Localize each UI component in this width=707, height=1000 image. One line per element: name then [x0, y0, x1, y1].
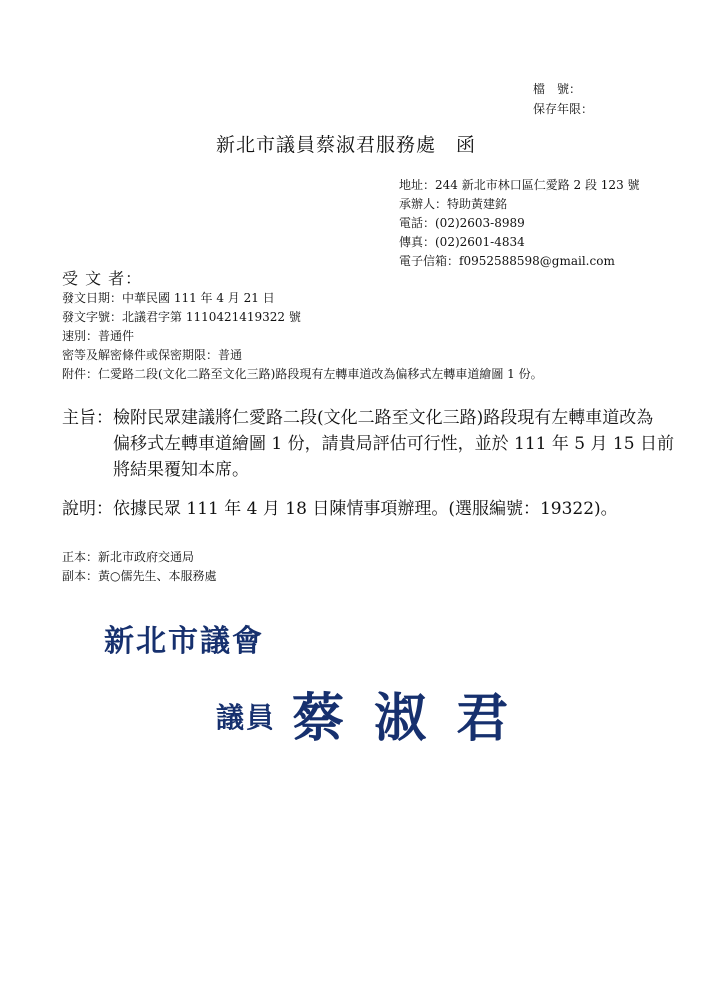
member-role-stamp: 議員	[216, 701, 277, 734]
contact-phone: 電話：(02)2603-8989	[399, 216, 525, 230]
contact-fax: 傳真：(02)2601-4834	[399, 235, 525, 249]
retention-period-label: 保存年限：	[533, 102, 594, 116]
contact-handler: 承辦人：特助黃建銘	[399, 197, 508, 211]
contact-address: 地址：244 新北市林口區仁愛路 2 段 123 號	[399, 178, 640, 192]
copy-recipients: 副本：黃○儒先生、本服務處	[62, 569, 217, 583]
original-recipient: 正本：新北市政府交通局	[62, 550, 195, 564]
file-number-label: 檔 號：	[533, 82, 582, 96]
contact-email: 電子信箱：f0952588598@gmail.com	[399, 254, 615, 268]
recipient-label: 受 文 者：	[62, 269, 143, 288]
council-stamp: 新北市議會	[104, 624, 264, 659]
secrecy-level: 密等及解密條件或保密期限：普通	[62, 348, 243, 362]
subject-line-3: 將結果覆知本席。	[113, 460, 249, 480]
issue-date: 發文日期：中華民國 111 年 4 月 21 日	[62, 291, 275, 305]
delivery-speed: 速別：普通件	[62, 329, 135, 343]
attachment-line: 附件：仁愛路二段(文化二路至文化三路)路段現有左轉車道改為偏移式左轉車道繪圖 1 份。	[62, 367, 543, 381]
document-number: 發文字號：北議君字第 1110421419322 號	[62, 310, 301, 324]
member-name-stamp: 蔡 淑 君	[292, 688, 515, 749]
subject-line-2: 偏移式左轉車道繪圖 1 份，請貴局評估可行性，並於 111 年 5 月 15 日前	[113, 434, 674, 454]
explanation-line: 說明：依據民眾 111 年 4 月 18 日陳情事項辦理。(選服編號：19322)。	[62, 499, 618, 519]
subject-line-1: 主旨：檢附民眾建議將仁愛路二段(文化二路至文化三路)路段現有左轉車道改為	[62, 408, 654, 428]
page-title: 新北市議員蔡淑君服務處 函	[216, 134, 477, 156]
